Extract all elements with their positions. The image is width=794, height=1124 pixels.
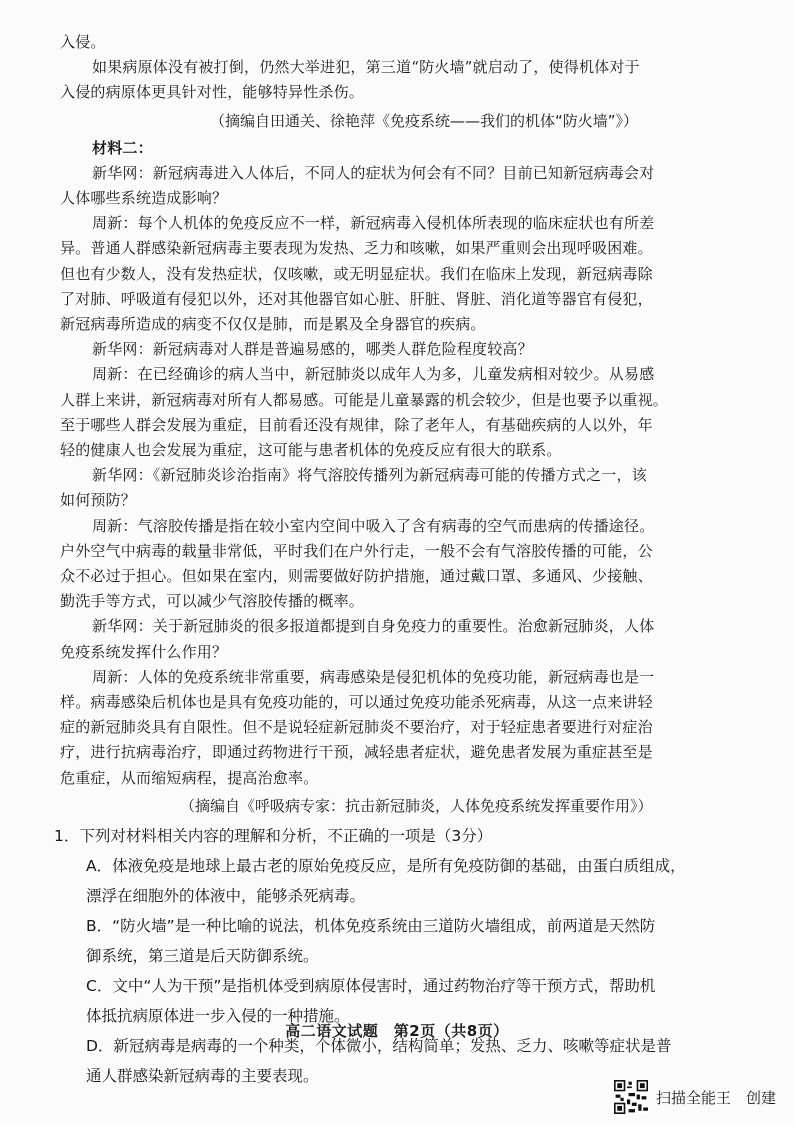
qa-line: 新华网：关于新冠肺炎的很多报道都提到自身免疫力的重要性。治愈新冠肺炎，人体 [92, 617, 655, 636]
passage-line: 入侵。 [60, 33, 106, 51]
option-a-continued: 漂浮在细胞外的体液中，能够杀死病毒。 [86, 886, 366, 905]
qa-line: 异。普通人群感染新冠病毒主要表现为发热、乏力和咳嗽，如果严重则会出现呼吸困难。 [60, 239, 653, 258]
qr-code-icon [614, 1080, 648, 1114]
qa-line: 人群上来讲，新冠病毒对所有人都易感。可能是儿童暴露的机会较少，但是也要予以重视。 [60, 390, 669, 409]
option-b: B．“防火墙”是一种比喻的说法，机体免疫系统由三道防火墙组成，前两道是天然防 [86, 916, 656, 935]
qa-line: 但也有少数人，没有发热症状，仅咳嗽，或无明显症状。我们在临床上发现，新冠病毒除 [60, 264, 653, 283]
source-citation-1: （摘编自田通关、徐艳萍《免疫系统——我们的机体“防火墙”》） [210, 111, 639, 130]
qa-line: 勤洗手等方式，可以减少气溶胶传播的概率。 [60, 592, 365, 611]
material-2-title: 材料二： [92, 138, 153, 157]
qa-line: 周新：人体的免疫系统非常重要，病毒感染是侵犯机体的免疫功能，新冠病毒也是一 [92, 667, 655, 686]
page-content [54, 30, 725, 1091]
page-footer: 高二语文试题 第2页（共8页） [285, 1022, 509, 1040]
qa-line: 周新：在已经确诊的病人当中，新冠肺炎以成年人为多，儿童发病相对较少。从易感 [92, 365, 655, 384]
qa-line: 疗，进行抗病毒治疗，即通过药物进行干预，减轻患者症状，避免患者发展为重症甚至是 [60, 743, 653, 762]
source-citation-2: （摘编自《呼吸病专家：抗击新冠肺炎，人体免疫系统发挥重要作用》） [180, 796, 653, 815]
option-d-continued: 通人群感染新冠病毒的主要表现。 [86, 1066, 319, 1085]
qa-line: 新华网：新冠病毒进入人体后，不同人的症状为何会有不同？目前已知新冠病毒会对 [92, 163, 655, 182]
qa-line: 至于哪些人群会发展为重症，目前看还没有规律，除了老年人，有基础疾病的人以外，年 [60, 415, 653, 434]
qa-line: 户外空气中病毒的载量非常低，平时我们在户外行走，一般不会有气溶胶传播的可能，公 [60, 541, 653, 560]
option-d: D．新冠病毒是病毒的一个种类，个体微小，结构简单；发热、乏力、咳嗽等症状是普 [86, 1036, 672, 1055]
option-b-continued: 御系统，第三道是后天防御系统。 [86, 946, 319, 965]
qa-line: 周新：每个人机体的免疫反应不一样，新冠病毒入侵机体所表现的临床症状也有所差 [92, 214, 655, 233]
qa-line: 症的新冠肺炎具有自限性。但不是说轻症新冠肺炎不要治疗，对于轻症患者要进行对症治 [60, 718, 653, 737]
qa-line: 样。病毒感染后机体也是具有免疫功能的，可以通过免疫功能杀死病毒，从这一点来讲轻 [60, 693, 653, 712]
scanner-watermark [614, 1080, 776, 1114]
watermark-text: 扫描全能王 创建 [655, 1088, 776, 1107]
qa-line: 新冠病毒所造成的病变不仅仅是肺，而是累及全身器官的疾病。 [60, 315, 486, 334]
option-a: A．体液免疫是地球上最古老的原始免疫反应，是所有免疫防御的基础，由蛋白质组成， [86, 856, 686, 875]
qa-line: 轻的健康人也会发展为重症，这可能与患者机体的免疫反应有很大的联系。 [60, 441, 562, 460]
passage-line: 入侵的病原体更具针对性，能够特异性杀伤。 [60, 83, 365, 102]
option-c: C．文中“人为干预”是指机体受到病原体侵害时，通过药物治疗等干预方式，帮助机 [86, 976, 656, 995]
qa-line: 危重症，从而缩短病程，提高治愈率。 [60, 768, 319, 787]
option-c-continued: 体抵抗病原体进一步入侵的一种措施。 [86, 1006, 350, 1025]
qa-line: 免疫系统发挥什么作用？ [60, 642, 228, 661]
interview-text [60, 161, 725, 791]
qa-line: 新华网：《新冠肺炎诊治指南》将气溶胶传播列为新冠病毒可能的传播方式之一，该 [92, 466, 647, 485]
qa-line: 周新：气溶胶传播是指在较小室内空间中吸入了含有病毒的空气而患病的传播途径。 [92, 516, 655, 535]
question-stem: 1．下列对材料相关内容的理解和分析，不正确的一项是（3分） [54, 826, 493, 845]
qa-line: 新华网：新冠病毒对人群是普遍易感的，哪类人群危险程度较高？ [92, 340, 533, 359]
qa-line: 如何预防？ [60, 491, 137, 510]
qa-line: 人体哪些系统造成影响？ [60, 189, 228, 208]
qa-line: 众不必过于担心。但如果在室内，则需要做好防护措施，通过戴口罩、多通风、少接触、 [60, 567, 653, 586]
qa-line: 了对肺、呼吸道有侵犯以外，还对其他器官如心脏、肝脏、肾脏、消化道等器官有侵犯， [60, 289, 653, 308]
passage-line: 如果病原体没有被打倒，仍然大举进犯，第三道“防火墙”就启动了，使得机体对于 [92, 58, 640, 77]
